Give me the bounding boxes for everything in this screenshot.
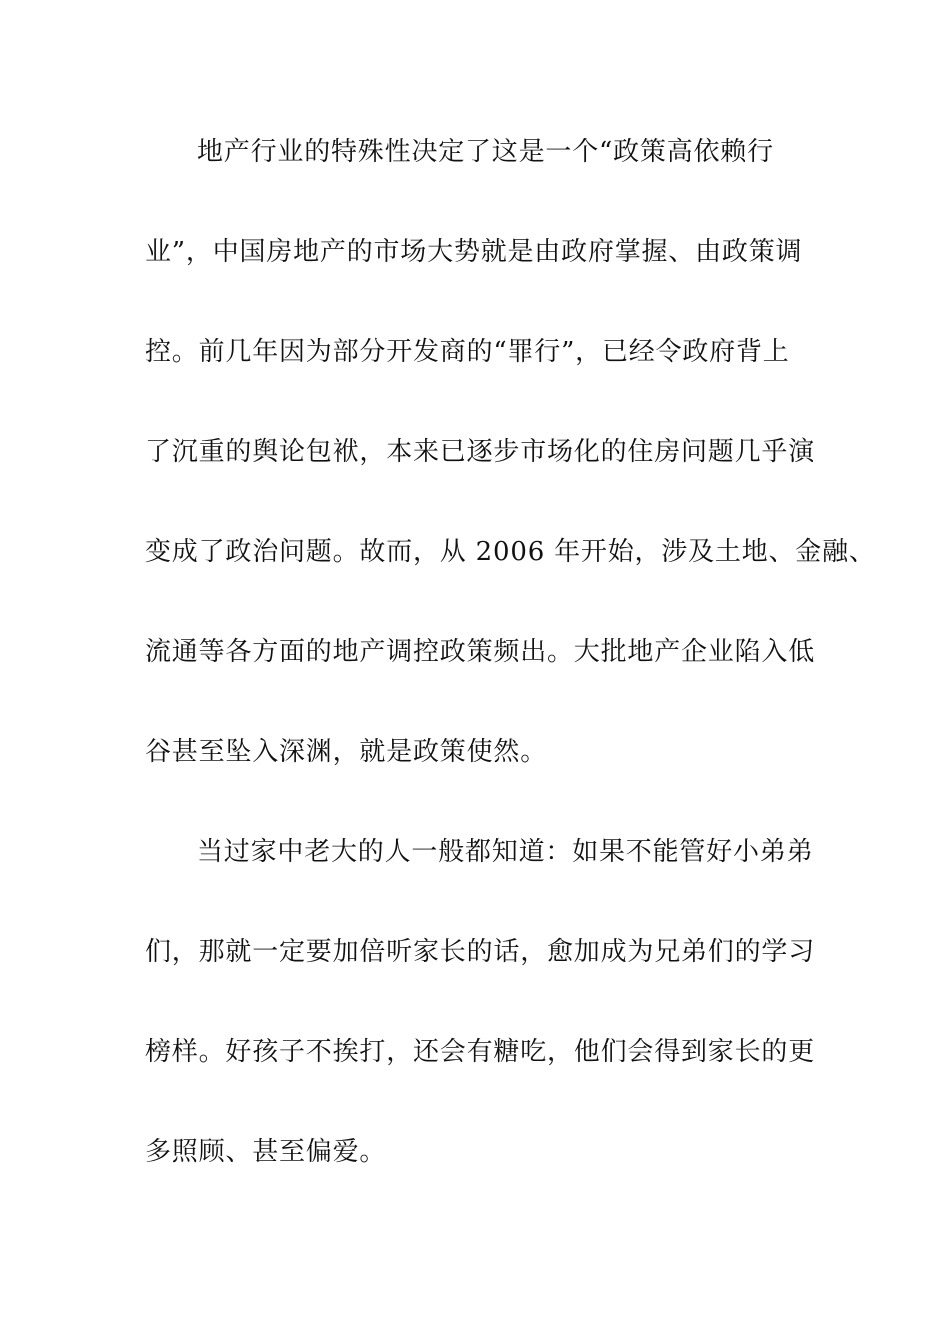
text-line: 当过家中老大的人一般都知道：如果不能管好小弟弟 [197,837,814,867]
text-line: 控。前几年因为部分开发商的“罪行”，已经令政府背上 [145,337,790,367]
text-line: 业”，中国房地产的市场大势就是由政府掌握、由政策调 [145,237,803,267]
text-line: 榜样。好孩子不挨打，还会有糖吃，他们会得到家长的更 [145,1037,816,1067]
text-line: 多照顾、甚至偏爱。 [145,1137,387,1167]
text-line: 地产行业的特殊性决定了这是一个“政策高依赖行 [197,137,774,167]
text-line: 谷甚至坠入深渊，就是政策使然。 [145,737,548,767]
text-line: 了沉重的舆论包袱，本来已逐步市场化的住房问题几乎演 [145,437,816,467]
text-line: 变成了政治问题。故而，从 2006 年开始，涉及土地、金融、 [145,537,876,567]
text-line: 流通等各方面的地产调控政策频出。大批地产企业陷入低 [145,637,816,667]
text-line: 们，那就一定要加倍听家长的话，愈加成为兄弟们的学习 [145,937,816,967]
